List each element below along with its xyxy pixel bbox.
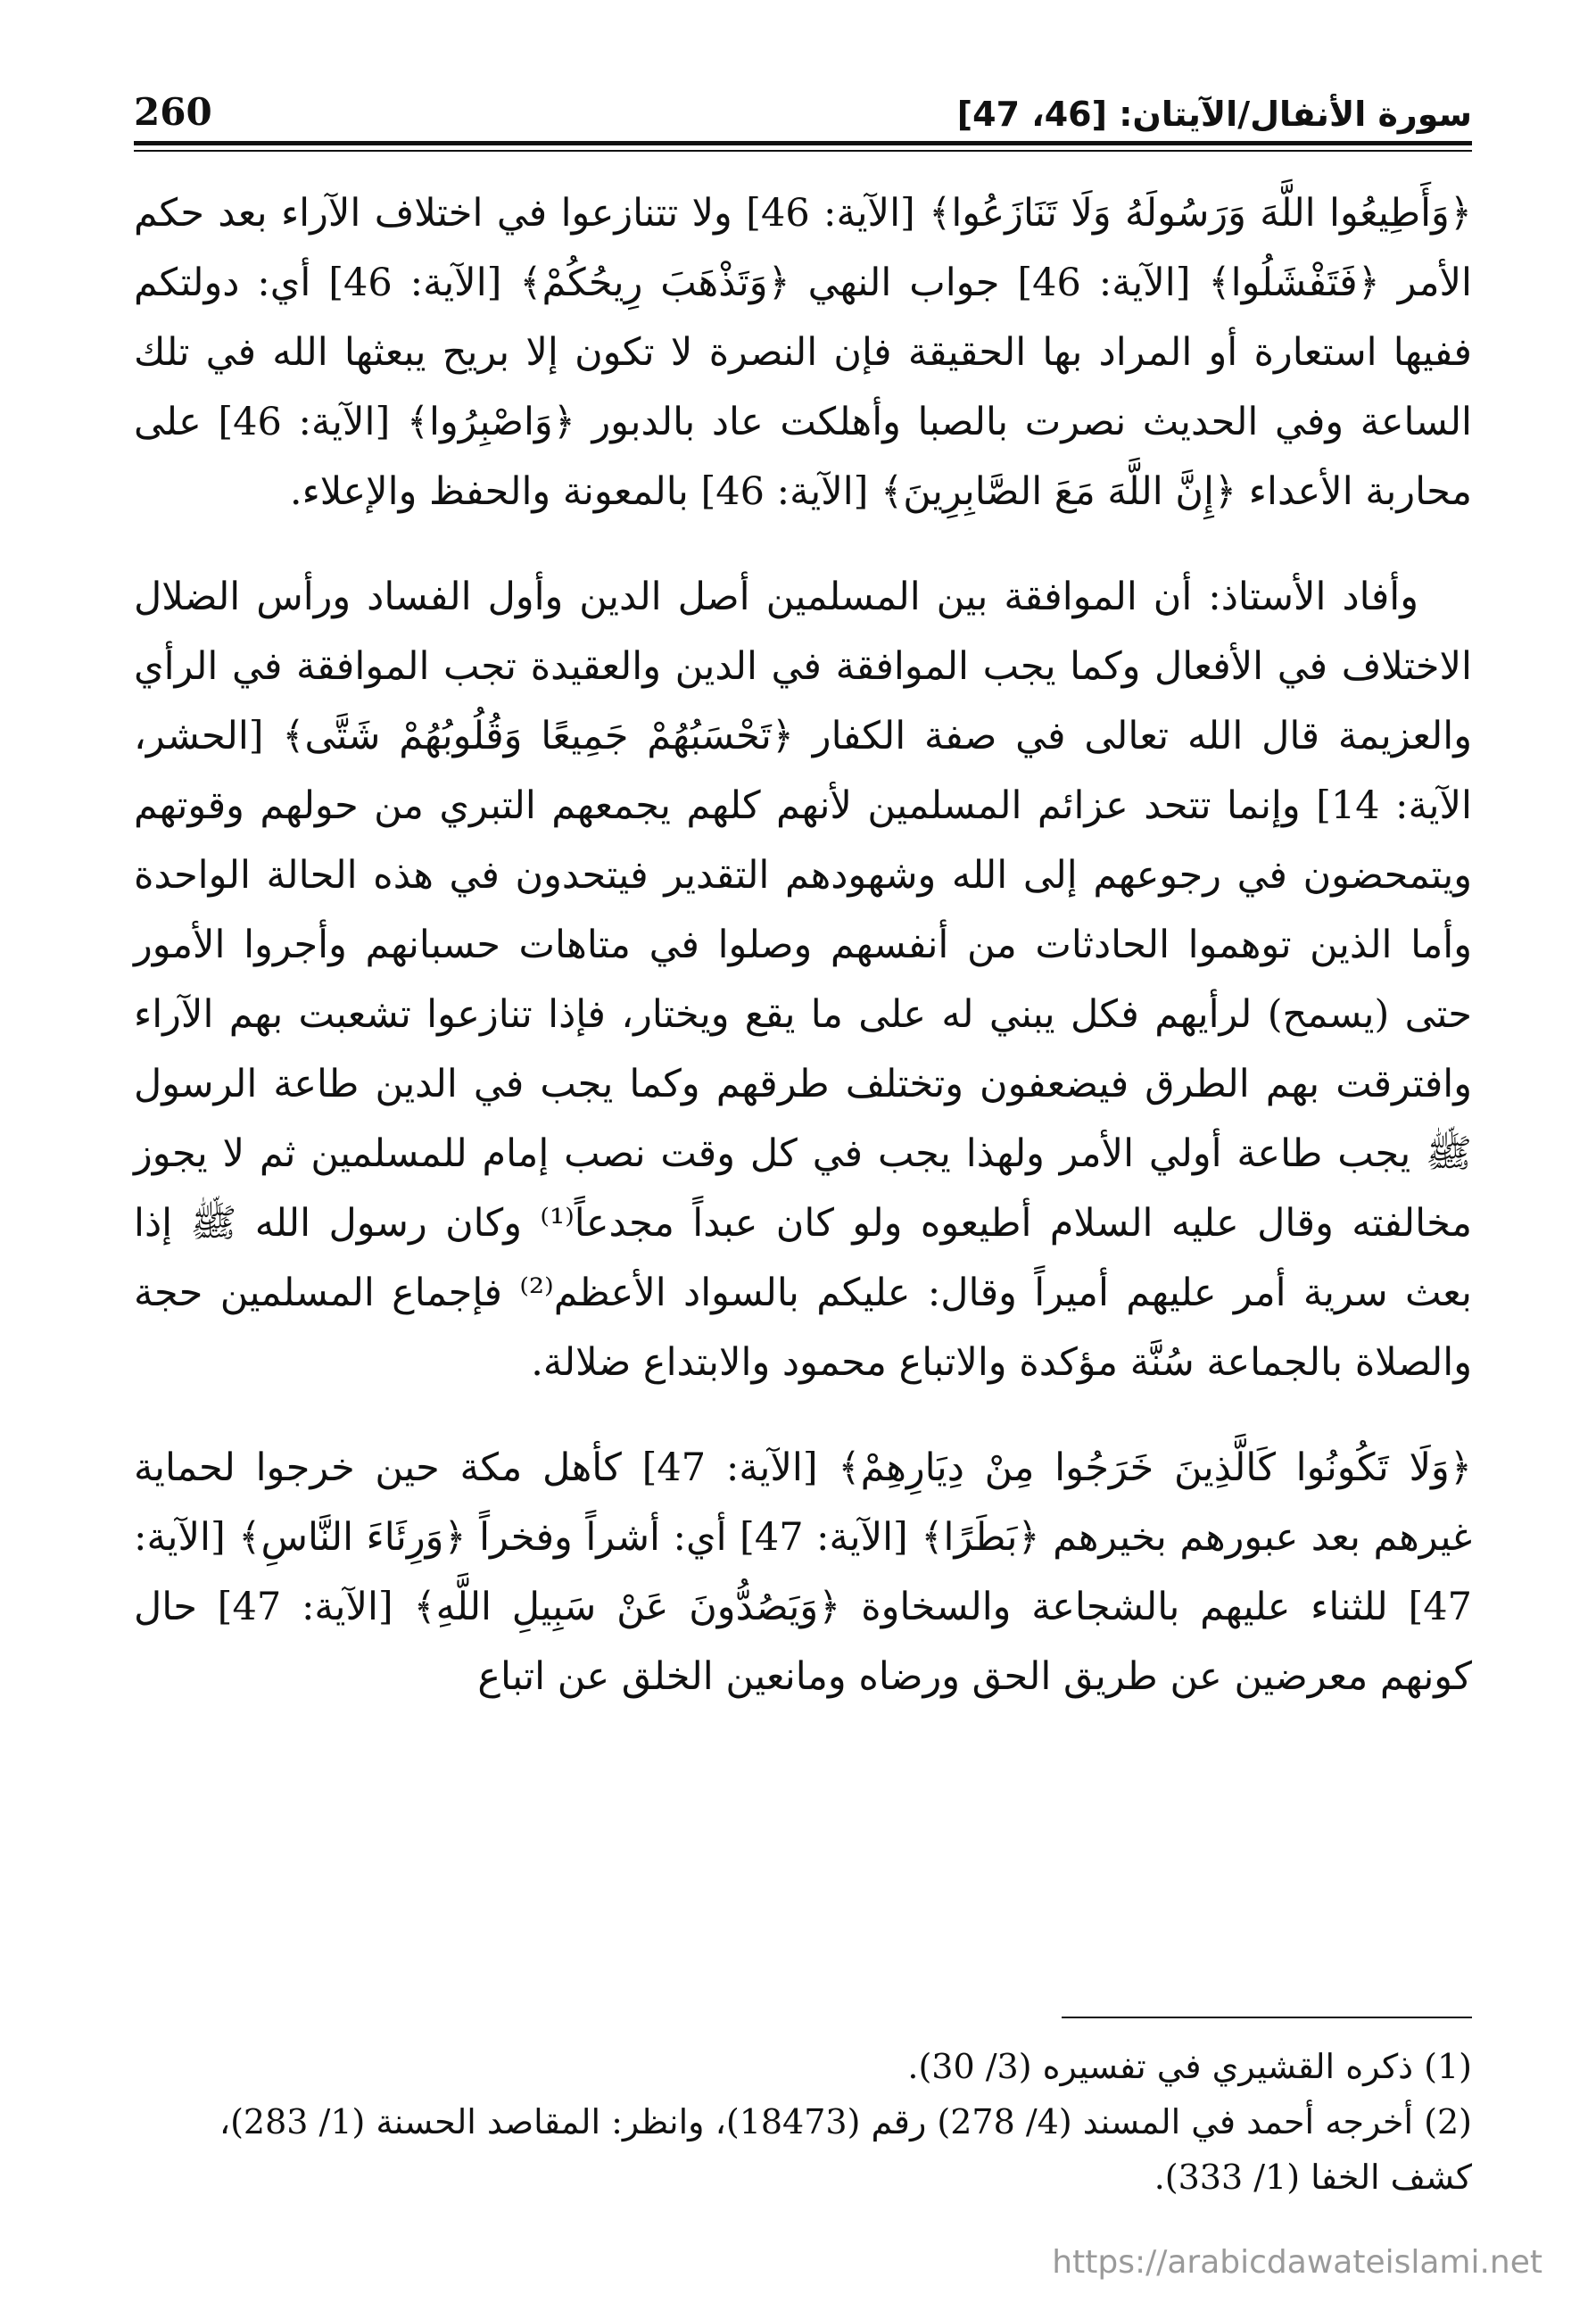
paragraph-2: وأفاد الأستاذ: أن الموافقة بين المسلمين أصل الدين وأول الفساد ورأس الضلال الاختلاف في الأفعال وكما يجب الموافقة في الدين والعقيدة تجب الموافقة في الرأي والعزيمة قال الله تعالى في صفة الكفار ﴿تَحْسَبُهُمْ جَمِيعًا وَقُلُوبُهُمْ شَتَّى﴾ [الحشر، الآية: 14] وإنما تتحد عزائم المسلمين لأنهم كلهم يجمعهم التبري من حولهم وقوتهم ويتمحضون في رجوعهم إلى الله وشهودهم التقدير فيتحدون في هذه الحالة الواحدة وأما الذين توهموا الحادثات من أنفسهم وصلوا في متاهات حسبانهم وأجروا الأمور حتى (يسمح) لرأيهم فكل يبني له على ما يقع ويختار، فإذا تنازعوا تشعبت بهم الآراء وافترقت بهم الطرق فيضعفون وتختلف طرقهم وكما يجب في الدين طاعة الرسول ﷺ يجب طاعة أولي الأمر ولهذا يجب في كل وقت نصب إمام للمسلمين ثم لا يجوز مخالفته وقال عليه السلام أطيعوه ولو كان عبداً مجدعاً⁽¹⁾ وكان رسول الله ﷺ إذا بعث سرية أمر عليهم أميراً وقال: عليكم بالسواد الأعظم⁽²⁾ فإجماع المسلمين حجة والصلاة بالجماعة سُنَّة مؤكدة والاتباع محمود والابتداع ضلالة.	[134, 575, 1472, 1385]
footnote-1: (1) ذكره القشيري في تفسيره (3/ 30).	[907, 2047, 1472, 2086]
page-header	[134, 71, 1472, 134]
footnote-2: (2) أخرجه أحمد في المسند (4/ 278) رقم (18473)، وانظر: المقاصد الحسنة (1/ 283)، كشف الخفا (1/ 333).	[219, 2102, 1472, 2197]
book-page	[134, 54, 1472, 2266]
main-text	[134, 178, 1472, 1711]
paragraph-1: ﴿وَأَطِيعُوا اللَّهَ وَرَسُولَهُ وَلَا تَنَازَعُوا﴾ [الآية: 46] ولا تتنازعوا في اختلاف الآراء بعد حكم الأمر ﴿فَتَفْشَلُوا﴾ [الآية: 46] جواب النهي ﴿وَتَذْهَبَ رِيحُكُمْ﴾ [الآية: 46] أي: دولتكم ففيها استعارة أو المراد بها الحقيقة فإن النصرة لا تكون إلا بريح يبعثها الله في تلك الساعة وفي الحديث نصرت بالصبا وأهلكت عاد بالدبور ﴿وَاصْبِرُوا﴾ [الآية: 46] على محاربة الأعداء ﴿إِنَّ اللَّهَ مَعَ الصَّابِرِينَ﴾ [الآية: 46] بالمعونة والحفظ والإعلاء.	[134, 191, 1473, 514]
header-rule-thin	[134, 150, 1472, 152]
paragraph-3: ﴿وَلَا تَكُونُوا كَالَّذِينَ خَرَجُوا مِنْ دِيَارِهِمْ﴾ [الآية: 47] كأهل مكة حين خرجوا لحماية غيرهم بعد عبورهم بخيرهم ﴿بَطَرًا﴾ [الآية: 47] أي: أشراً وفخراً ﴿وَرِئَاءَ النَّاسِ﴾ [الآية: 47] للثناء عليهم بالشجاعة والسخاوة ﴿وَيَصُدُّونَ عَنْ سَبِيلِ اللَّهِ﴾ [الآية: 47] حال كونهم معرضين عن طريق الحق ورضاه ومانعين الخلق عن اتباع	[134, 1445, 1472, 1699]
header-rule-thick	[134, 141, 1472, 145]
running-title: سورة الأنفال/الآيتان: [46، 47]	[956, 95, 1472, 134]
page-number: 260	[134, 90, 212, 134]
footnotes	[134, 2039, 1472, 2205]
watermark-url: https://arabicdawateislami.net	[1052, 2244, 1542, 2281]
footnote-separator	[1062, 2017, 1472, 2018]
